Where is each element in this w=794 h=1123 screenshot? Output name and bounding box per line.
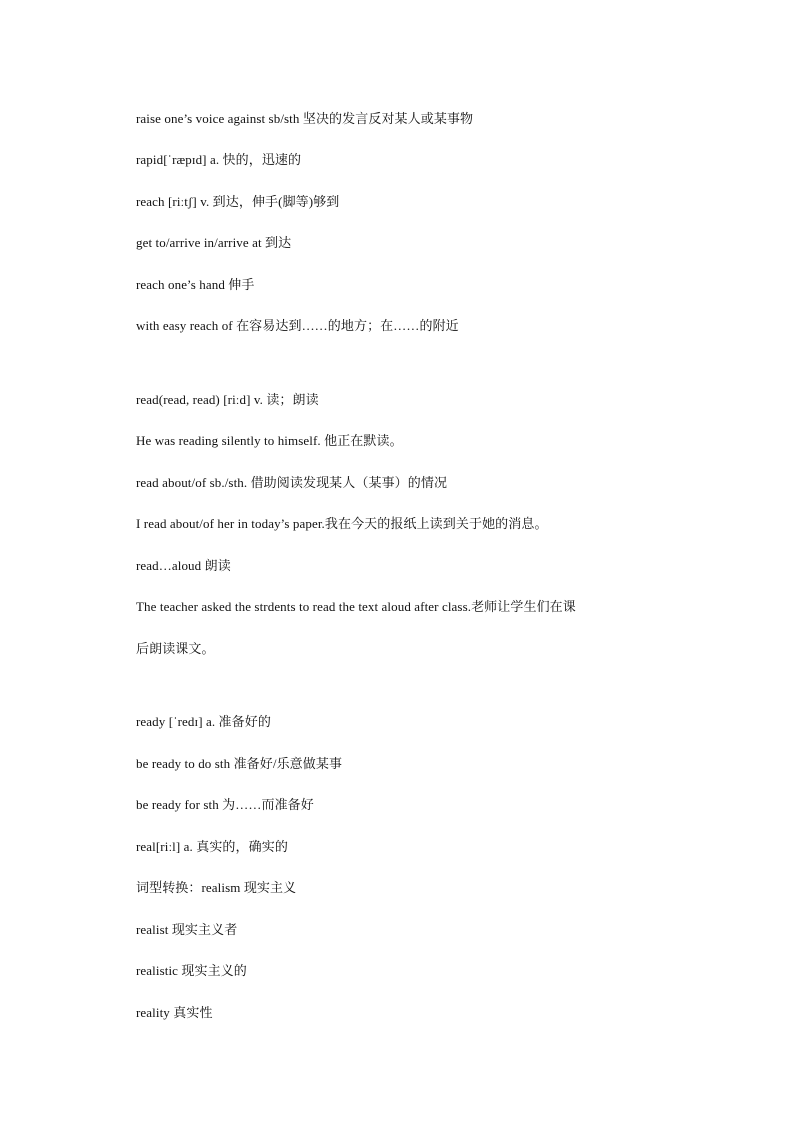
example-reading-silently: He was reading silently to himself. 他正在默读。 — [136, 433, 403, 448]
entry-ready: ready [ˈredɪ] a. 准备好的 — [136, 714, 271, 729]
entry-raise-voice: raise one’s voice against sb/sth 坚决的发言反对某人或某事物 — [136, 111, 474, 126]
example-teacher-aloud-cont: 后朗读课文。 — [136, 641, 215, 656]
entry-reality: reality 真实性 — [136, 1005, 213, 1020]
entry-reach: reach [riːtʃ] v. 到达，伸手(脚等)够到 — [136, 194, 340, 209]
entry-read-aloud: read…aloud 朗读 — [136, 558, 231, 573]
entry-get-to: get to/arrive in/arrive at 到达 — [136, 235, 292, 250]
entry-rapid: rapid[ˈræpɪd] a. 快的，迅速的 — [136, 152, 302, 167]
entry-read: read(read, read) [riːd] v. 读；朗读 — [136, 392, 319, 407]
entry-real: real[riːl] a. 真实的，确实的 — [136, 839, 288, 854]
entry-ready-for: be ready for sth 为……而准备好 — [136, 797, 314, 812]
example-read-paper: I read about/of her in today’s paper.我在今天的报纸上读到关于她的消息。 — [136, 516, 548, 531]
entry-realist: realist 现实主义者 — [136, 922, 238, 937]
example-teacher-aloud: The teacher asked the strdents to read the text aloud after class.老师让学生们在课 — [136, 599, 576, 614]
entry-read-about: read about/of sb./sth. 借助阅读发现某人（某事）的情况 — [136, 475, 448, 490]
entry-easy-reach: with easy reach of 在容易达到……的地方；在……的附近 — [136, 318, 459, 333]
entry-realism: 词型转换：realism 现实主义 — [136, 880, 297, 895]
entry-ready-to-do: be ready to do sth 准备好/乐意做某事 — [136, 756, 343, 771]
entry-reach-hand: reach one’s hand 伸手 — [136, 277, 255, 292]
entry-realistic: realistic 现实主义的 — [136, 963, 247, 978]
